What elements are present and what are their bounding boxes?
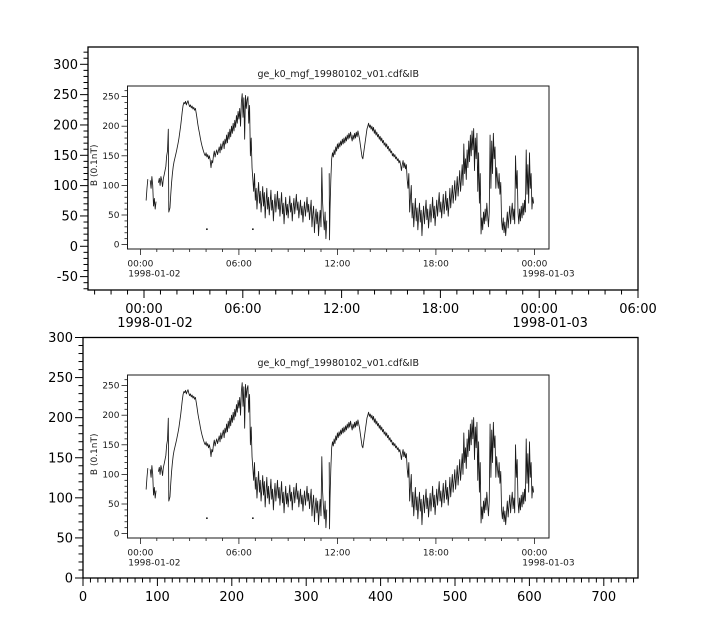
inner-y-tick-label: 150 [102,440,120,451]
inner-x-tick-label: 18:00 [422,259,449,270]
inner-plot-frame [128,86,550,249]
top-y-tick-label: 150 [53,148,78,164]
top-outer-axes [53,47,657,331]
inner-plot-ylabel: B (0.1nT) [90,433,100,476]
b-field-outlier-point [206,517,208,519]
top-y-tick-label: 200 [53,118,78,134]
inner-x-tick-label: 12:00 [324,548,351,559]
b-field-trace [329,123,533,240]
top-y-tick-label: 0 [69,239,78,255]
inner-x-tick-label: 06:00 [225,548,252,559]
b-field-outlier-point [206,228,208,230]
top-y-tick-label: 300 [53,57,78,73]
inner-x-date-label: 1998-01-03 [522,269,575,280]
bottom-y-tick-label: 150 [48,451,73,467]
top-x-tick-label: 06:00 [619,302,657,317]
inner-x-tick-label: 00:00 [521,259,548,270]
inner-y-tick-label: 150 [102,151,120,162]
inner-x-date-label: 1998-01-02 [128,558,181,569]
inner-y-tick-label: 0 [113,240,120,251]
top-x-tick-label: 12:00 [322,302,361,317]
top-y-tick-label: 100 [53,179,78,195]
bottom-x-tick-label: 700 [591,590,617,605]
bottom-axes-frame [83,338,638,579]
top-x-tick-label: 00:00 [125,302,163,317]
b-field-trace [158,383,326,528]
top-x-tick-label: 00:00 [520,302,558,317]
inner-y-tick-label: 250 [102,381,120,392]
inner-y-tick-label: 100 [102,470,120,481]
inner-y-tick-label: 200 [102,122,120,133]
bottom-y-tick-label: 300 [48,331,73,346]
bottom-x-tick-label: 400 [368,590,394,605]
inner-plot-title: ge_k0_mgf_19980102_v01.cdf&IB [257,69,419,80]
bottom-x-tick-label: 300 [293,590,319,605]
top-subplot [53,47,657,331]
inner-x-tick-label: 06:00 [225,259,252,270]
b-field-trace [146,179,148,200]
top-y-tick-label: -50 [56,270,78,286]
bottom-x-tick-label: 500 [442,590,468,605]
b-field-trace [158,94,326,239]
inner-plot-bottom [90,358,575,569]
top-y-tick-label: 50 [61,209,78,225]
bottom-x-tick-label: 200 [219,590,245,605]
inner-plot-frame [128,375,550,538]
inner-plot-ylabel: B (0.1nT) [90,144,100,187]
b-field-outlier-point [252,228,254,230]
b-field-trace [146,468,148,489]
bottom-y-tick-label: 200 [48,411,73,427]
bottom-y-tick-label: 250 [48,371,73,387]
b-field-trace [150,466,156,499]
bottom-subplot [48,331,638,605]
inner-x-date-label: 1998-01-02 [128,269,181,280]
bottom-y-tick-label: 50 [56,531,73,547]
inner-plot-top [90,69,575,280]
inner-y-tick-label: 50 [108,500,120,510]
inner-x-tick-label: 00:00 [521,548,548,559]
inner-y-tick-label: 50 [108,211,120,221]
bottom-y-tick-label: 100 [48,491,73,507]
b-field-trace [150,177,156,210]
inner-x-tick-label: 12:00 [324,259,351,270]
inner-plot-title: ge_k0_mgf_19980102_v01.cdf&IB [257,358,419,369]
inner-x-tick-label: 18:00 [422,548,449,559]
top-y-tick-label: 250 [53,88,78,104]
bottom-y-tick-label: 0 [64,571,73,587]
bottom-x-tick-label: 0 [78,590,88,605]
top-axes-frame [88,47,638,290]
top-x-date-label: 1998-01-03 [512,316,588,331]
inner-y-tick-label: 0 [113,529,120,540]
inner-x-date-label: 1998-01-03 [522,558,575,569]
inner-y-tick-label: 100 [102,181,120,192]
inner-y-tick-label: 250 [102,92,120,103]
bottom-x-tick-label: 600 [516,590,542,605]
inner-y-tick-label: 200 [102,411,120,422]
b-field-outlier-point [252,517,254,519]
top-x-tick-label: 06:00 [224,302,262,317]
bottom-x-tick-label: 100 [144,590,170,605]
inner-x-tick-label: 00:00 [127,548,154,559]
inner-x-tick-label: 00:00 [127,259,154,270]
b-field-trace [329,412,533,529]
top-x-date-label: 1998-01-02 [117,316,193,331]
top-x-tick-label: 18:00 [421,302,460,317]
